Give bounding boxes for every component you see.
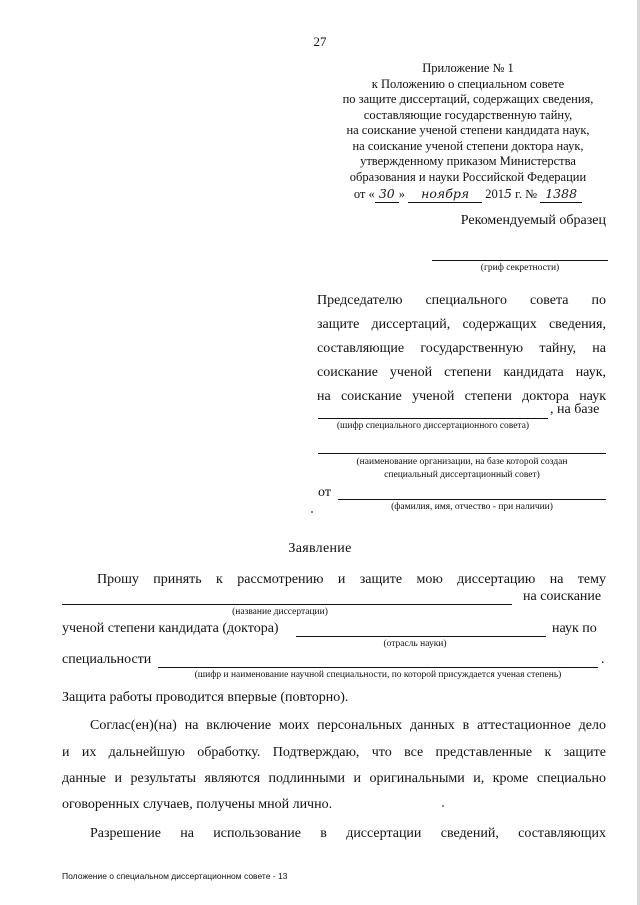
statement-line-1: Прошу принять к рассмотрению и защите мою диссертацию на тему — [97, 572, 606, 587]
statement-line-2-suffix: на соискание — [523, 589, 602, 604]
branch-caption: (отрасль науки) — [383, 639, 447, 649]
appendix-date-line — [330, 186, 606, 203]
applicant-name-line — [338, 499, 606, 500]
organization-caption-line: специальный диссертационный совет) — [384, 470, 540, 480]
consent-line: данные и результаты являются подлинными и оригинальными и, кроме специально — [62, 771, 606, 786]
addressee-line: соискание ученой степени кандидата наук, — [317, 365, 606, 380]
from-label: от — [318, 485, 331, 500]
order-number-handwritten: 1388 — [540, 186, 582, 203]
science-branch-line — [296, 636, 546, 637]
statement-title: Заявление — [288, 541, 352, 556]
appendix-block — [330, 61, 606, 203]
cipher-line — [318, 418, 548, 419]
consent-line: Соглас(ен)(на) на включение моих персональных данных в аттестационное дело — [90, 718, 606, 733]
dissertation-title-line — [62, 604, 512, 605]
appendix-line: к Положению о специальном совете — [371, 76, 565, 91]
date-day-handwritten: 30 — [375, 186, 399, 203]
dissertation-caption: (название диссертации) — [232, 607, 328, 617]
organization-caption — [318, 456, 606, 482]
consent-line: и их дальнейшую обработку. Подтверждаю, что все представленные к защите — [62, 745, 606, 760]
appendix-line: Приложение № 1 — [422, 61, 514, 75]
scan-speck — [442, 805, 444, 807]
science-suffix: наук по — [552, 621, 597, 636]
organization-line — [318, 453, 606, 454]
date-year-prefix: 201 — [485, 187, 505, 201]
consent-last-line: оговоренных случаев, получены мной лично. — [62, 797, 333, 812]
recommended-sample-label: Рекомендуемый образец — [460, 213, 606, 228]
specialty-period: . — [601, 652, 605, 667]
first-defense-text: Защита работы проводится впервые (повторно). — [62, 690, 349, 705]
cipher-caption: (шифр специального диссертационного совета) — [336, 421, 530, 431]
addressee-line: на соискание ученой степени доктора наук — [317, 389, 606, 404]
order-label: г. № — [515, 187, 538, 201]
page-footer: Положение о специальном диссертационном совете - 13 — [62, 871, 288, 881]
scan-speck — [311, 511, 313, 513]
page-number: 27 — [313, 34, 327, 49]
base-suffix: , на базе — [550, 402, 600, 417]
date-month-handwritten: ноября — [408, 186, 482, 203]
appendix-line: на соискание ученой степени доктора наук, — [352, 138, 584, 153]
date-prefix: от « — [353, 187, 375, 201]
organization-caption-line: (наименование организации, на базе которой создан — [356, 457, 568, 467]
addressee-line: защите диссертаций, содержащих сведения, — [317, 317, 606, 332]
secrecy-caption: (гриф секретности) — [480, 263, 560, 273]
appendix-line: утвержденному приказом Министерства — [360, 154, 576, 168]
specialty-label: специальности — [62, 652, 152, 667]
appendix-line: по защите диссертаций, содержащих сведения, — [342, 92, 594, 106]
appendix-line: составляющие государственную тайну, — [363, 107, 573, 122]
secrecy-line — [432, 260, 608, 261]
addressee-block — [317, 289, 606, 409]
addressee-line: Председателю специального совета по — [317, 293, 606, 308]
applicant-name-caption: (фамилия, имя, отчество - при наличии) — [391, 502, 553, 512]
permission-line: Разрешение на использование в диссертации сведений, составляющих — [90, 826, 606, 841]
date-sep: » — [398, 187, 406, 201]
degree-label: ученой степени кандидата (доктора) — [62, 621, 279, 636]
addressee-line: составляющие государственную тайну, на — [317, 341, 606, 356]
date-year-handwritten: 5 — [504, 186, 512, 201]
specialty-line — [158, 667, 598, 668]
specialty-caption: (шифр и наименование научной специальности, по которой присуждается ученая степень) — [194, 670, 562, 680]
appendix-line: образования и науки Российской Федерации — [349, 169, 587, 184]
appendix-line: на соискание ученой степени кандидата наук, — [346, 123, 590, 137]
